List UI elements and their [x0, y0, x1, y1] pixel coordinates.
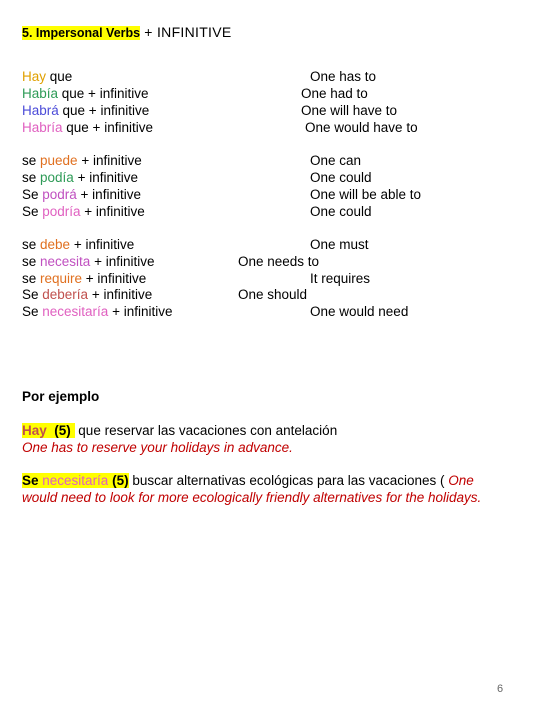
english-row: One must	[310, 237, 369, 252]
english-row: One would need	[310, 304, 409, 319]
spanish-row	[22, 187, 141, 203]
example-1-verb: Hay	[22, 423, 47, 438]
rest: + infinitive	[70, 237, 135, 252]
prefix: Se	[22, 204, 43, 219]
english-row: One needs to	[238, 254, 320, 269]
spanish-row	[22, 69, 72, 85]
example-2-rest: buscar alternativas ecológicas para las vacaciones (	[128, 473, 449, 488]
prefix: se	[22, 254, 41, 269]
english-row: One will be able to	[310, 187, 422, 202]
verb: podría	[42, 204, 81, 219]
verb: necesita	[40, 254, 91, 269]
example-1-english: One has to reserve your holidays in advance.	[22, 440, 293, 455]
prefix: Se	[22, 287, 43, 302]
spanish-row	[22, 170, 138, 186]
verb: necesitaría	[42, 304, 109, 319]
spanish-row	[22, 287, 152, 303]
verb: Habría	[22, 120, 63, 135]
rest: + infinitive	[76, 187, 141, 202]
example-1-rest: que reservar las vacaciones con antelación	[74, 423, 338, 438]
rest: + infinitive	[88, 287, 153, 302]
spanish-row	[22, 204, 145, 220]
prefix: se	[22, 271, 41, 286]
spanish-row	[22, 254, 154, 270]
verb: require	[40, 271, 83, 286]
verb: Había	[22, 86, 59, 101]
example-2-english: One would need to look for more ecologically friendly alternatives for the holidays.	[22, 473, 482, 505]
title-highlight: 5. Impersonal Verbs	[22, 26, 141, 40]
example-1-spanish	[22, 423, 337, 439]
spanish-row	[22, 120, 153, 136]
spanish-row	[22, 304, 172, 320]
rest: que + infinitive	[58, 103, 150, 118]
example-1-number: (5)	[54, 423, 71, 438]
spanish-row	[22, 153, 142, 169]
rest: + infinitive	[90, 254, 155, 269]
spanish-row	[22, 103, 149, 119]
page-title	[22, 24, 232, 41]
prefix: se	[22, 153, 41, 168]
english-row: One has to	[310, 69, 377, 84]
english-row: One could	[310, 170, 372, 185]
page-number: 6	[497, 683, 504, 695]
rest: que	[46, 69, 73, 84]
english-row: One had to	[301, 86, 368, 101]
english-row: One could	[310, 204, 372, 219]
verb: Hay	[22, 69, 47, 84]
verb: podía	[40, 170, 74, 185]
english-row: One would have to	[305, 120, 418, 135]
rest: + infinitive	[73, 170, 138, 185]
spanish-row	[22, 237, 134, 253]
verb: Habrá	[22, 103, 59, 118]
example-2	[22, 473, 512, 506]
title-rest: + INFINITIVE	[140, 24, 232, 40]
rest: + infinitive	[82, 271, 147, 286]
rest: + infinitive	[108, 304, 173, 319]
spanish-row	[22, 271, 146, 287]
rest: + infinitive	[77, 153, 142, 168]
example-2-verb: necesitaría	[42, 473, 109, 488]
verb: debería	[42, 287, 89, 302]
english-row: It requires	[310, 271, 371, 286]
example-2-number: (5)	[112, 473, 129, 488]
english-row: One can	[310, 153, 362, 168]
spanish-row	[22, 86, 148, 102]
example-2-se: Se	[22, 473, 39, 488]
verb: debe	[40, 237, 71, 252]
verb: podrá	[42, 187, 77, 202]
rest: + infinitive	[80, 204, 145, 219]
rest: que + infinitive	[62, 120, 153, 135]
prefix: Se	[22, 187, 43, 202]
prefix: se	[22, 237, 41, 252]
example-heading: Por ejemplo	[22, 389, 100, 404]
english-row: One should	[238, 287, 308, 302]
prefix: se	[22, 170, 41, 185]
verb: puede	[40, 153, 78, 168]
english-row: One will have to	[301, 103, 398, 118]
prefix: Se	[22, 304, 43, 319]
rest: que + infinitive	[58, 86, 149, 101]
